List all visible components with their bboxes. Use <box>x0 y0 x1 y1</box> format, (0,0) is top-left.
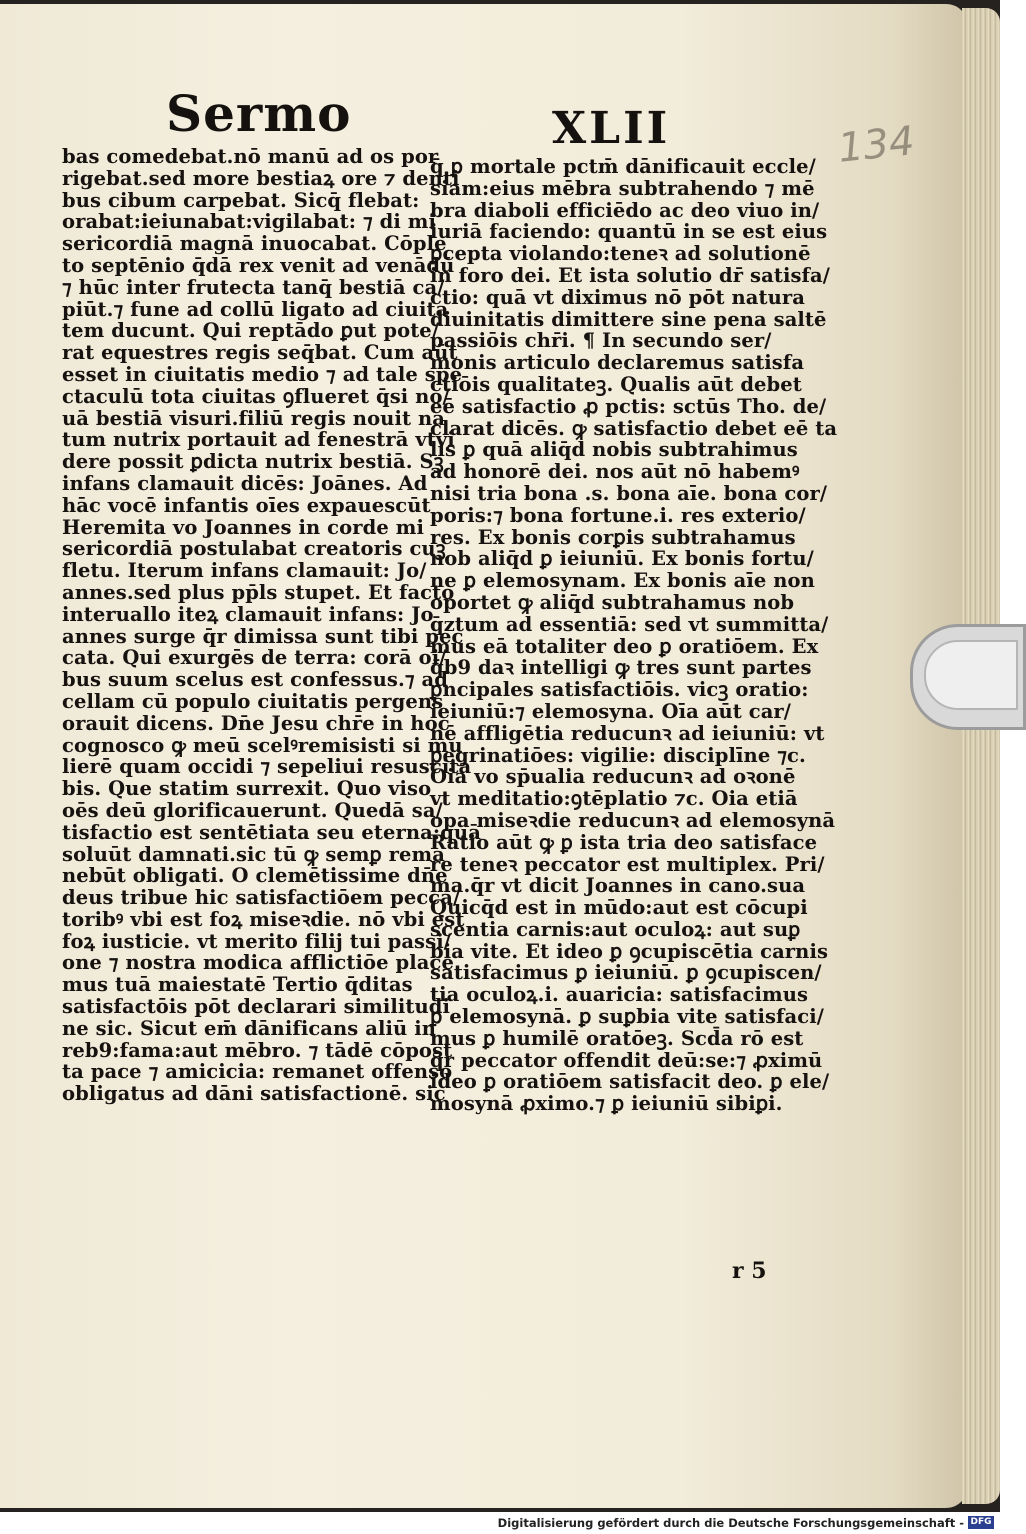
text-line: Oia vo sp̄ualia reducunꝛ ad oꝛonē <box>430 765 796 789</box>
text-line: cata. Qui exurgēs de terra: corā oi/ <box>62 646 447 670</box>
text-line: opa miseꝛdie reducunꝛ ad elemosynā <box>430 808 836 832</box>
text-line: poris:⁊ bona fortune.i. res exterio/ <box>430 503 806 527</box>
text-line: dere possit ꝑdicta nutrix bestiā. Sꝫ <box>62 450 444 474</box>
text-line: piūt.⁊ fune ad collū ligato ad ciuita <box>62 297 449 321</box>
text-line: ꝑegrinatiōes: vigilie: disciplīne ⁊c. <box>430 743 806 767</box>
text-line: scentia carnis:aut oculoꝝ: aut suꝑ <box>430 917 801 941</box>
text-line: clarat dicēs. ꝙ satisfactio debet eē ta <box>430 416 838 440</box>
text-line: infans clamauit dicēs: Joānes. Ad <box>62 471 428 495</box>
text-line: ꝑcepta violando:teneꝛ ad solutionē <box>430 242 811 266</box>
running-title-left: Sermo <box>166 84 352 143</box>
text-line: tisfactio est sentētiata seu eterna:quā <box>62 820 481 844</box>
text-line: Quicq̄d est in mūdo:aut est cōcupi <box>430 896 808 920</box>
text-line: orabat:ieiunabat:vigilabat: ⁊ di mi <box>62 210 437 234</box>
text-line: mus ꝑ humilē oratōeꝫ. Scd̄a rō est <box>430 1026 804 1050</box>
text-line: q̄r peccator offendit deū:se:⁊ ꝓximū <box>430 1048 823 1072</box>
text-line: one ⁊ nostra modica afflictiōe place <box>62 951 454 975</box>
text-line: reb9:fama:aut mēbro. ⁊ tādē cōpost <box>62 1038 453 1062</box>
text-line: annes.sed plus pp̄ls stupet. Et facto <box>62 580 455 604</box>
text-line: mus eā totaliter deo ꝑ oratiōem. Ex <box>430 634 819 658</box>
text-line: bas comedebat.nō manū ad os por <box>62 145 439 168</box>
text-line: Ratio aūt ꝙ ꝑ ista tria deo satisface <box>430 830 818 854</box>
dfg-logo: DFG <box>968 1516 994 1529</box>
signature-mark: r 5 <box>732 1258 767 1284</box>
text-line: ctiōis qualitateꝫ. Qualis aūt debet <box>430 372 802 396</box>
footer-bar <box>0 1512 1000 1534</box>
text-line: bia vite. Et ideo ꝑ ꝯcupiscētia carnis <box>430 939 829 963</box>
text-line: eē satisfactio ꝓ pctis: sctūs Tho. de/ <box>430 394 827 418</box>
text-line: ꝑncipales satisfactiōis. vicꝫ oratio: <box>430 678 809 702</box>
text-line: oportet ꝙ aliq̄d subtrahamus nob <box>430 590 795 614</box>
text-line: ⁊ hūc inter frutecta tanq̄ bestiā ca/ <box>62 275 445 299</box>
text-line: to septēnio q̄dā rex venit ad venādū <box>62 253 455 277</box>
text-line: bra diaboli efficiēdo ac deo viuo in/ <box>430 198 820 222</box>
text-column-right <box>430 155 838 1116</box>
text-line: sericordiā postulabat creatoris cuꝫ <box>62 537 446 561</box>
text-line: ne sic. Sicut em̄ dānificans aliū in <box>62 1016 436 1040</box>
text-line: rat equestres regis seq̄bat. Cum aūt <box>62 341 458 365</box>
text-line: satisfactōis pōt declarari similitudi <box>62 995 451 1019</box>
text-line: ad honorē dei. nos aūt nō habemꝰ <box>430 460 800 484</box>
text-line: cognosco ꝙ meū scelꝰremisisti si mu <box>62 733 463 757</box>
text-line: oēs deū glorificauerunt. Quedā sa/ <box>62 798 443 822</box>
text-line: fletu. Iterum infans clamauit: Jo/ <box>62 559 427 583</box>
text-line: diuinitatis dimittere sine pena saltē <box>430 307 827 331</box>
text-line: cellam cū populo ciuitatis pergens <box>62 689 444 713</box>
text-line: hāc vocē infantis oīes expauescūt <box>62 493 431 517</box>
running-title-right: XLII <box>552 103 671 154</box>
text-line: toribꝰ vbi est foꝝ miseꝛdie. nō vbi est <box>62 907 465 931</box>
funding-credit: Digitalisierung gefördert durch die Deutsche Forschungsgemeinschaft - <box>497 1516 964 1530</box>
text-line: sericordiā magnā inuocabat. Cōple <box>62 232 447 256</box>
text-line: ctio: quā vt diximus nō pōt natura <box>430 285 806 309</box>
text-line: uā bestiā visuri.filiū regis nouit na <box>62 406 445 430</box>
text-line: nebūt obligati. O clemētissime dn̄e <box>62 864 448 888</box>
text-line: rigebat.sed more bestiaꝝ ore ⁊ denti <box>62 166 460 190</box>
text-line: re teneꝛ peccator est multiplex. Pri/ <box>430 852 825 876</box>
text-line: q̄ ꝑ mortale pctm̄ dānificauit eccle/ <box>430 155 816 178</box>
text-line: deus tribue hic satisfactiōem pecca/ <box>62 886 461 910</box>
text-line: ieiuniū:⁊ elemosyna. Oīa aūt car/ <box>430 699 792 723</box>
text-line: q̄ztum ad essentiā: sed vt summitta/ <box>430 612 829 636</box>
text-line: esset in ciuitatis medio ⁊ ad tale spe <box>62 362 463 386</box>
text-line: ma.q̄r vt dicit Joannes in cano.sua <box>430 874 806 898</box>
page-edge-stack <box>962 8 1000 1504</box>
text-line: soluūt damnati.sic tū ꝙ semꝑ rema <box>62 842 445 866</box>
text-line: q̄b9 daꝛ intelligi ꝙ tres sunt partes <box>430 656 812 680</box>
text-column-left <box>62 145 481 1106</box>
text-line: in foro dei. Et ista solutio dr̄ satisfa/ <box>430 263 830 287</box>
text-line: vt meditatio:ꝯtēplatio ⁊c. Oia etiā <box>430 787 798 811</box>
text-line: ideo ꝑ oratiōem satisfacit deo. ꝑ ele/ <box>430 1070 830 1094</box>
text-line: bus suum scelus est confessus.⁊ ad <box>62 668 449 692</box>
text-line: ꝑ elemosynā. ꝑ suꝑbia vite satisfaci/ <box>430 1005 824 1029</box>
text-line: tum nutrix portauit ad fenestrā vtvi <box>62 428 455 452</box>
text-line: bis. Que statim surrexit. Quo viso <box>62 777 432 801</box>
text-line: nob aliq̄d ꝑ ieiuniū. Ex bonis fortu/ <box>430 547 814 571</box>
text-line: tia oculoꝝ.i. auaricia: satisfacimus <box>430 983 809 1007</box>
text-line: res. Ex bonis corꝑis subtrahamus <box>430 525 796 549</box>
text-line: lis ꝑ quā aliq̄d nobis subtrahimus <box>430 438 798 462</box>
text-line: mosynā ꝓximo.⁊ ꝑ ieiuniū sibiꝑi. <box>430 1092 783 1116</box>
text-line: iuriā faciendo: quantū in se est eius <box>430 220 828 244</box>
handwritten-folio-number: 134 <box>835 118 917 172</box>
text-line: ctaculū tota ciuitas ꝯflueret q̄si no/ <box>62 384 450 408</box>
text-line: mus tuā maiestatē Tertio q̄ditas <box>62 973 413 997</box>
text-line: nisi tria bona .s. bona aīe. bona cor/ <box>430 481 828 505</box>
text-line: ne ꝑ elemosynam. Ex bonis aīe non <box>430 569 815 593</box>
text-line: bus cibum carpebat. Sicq̄ flebat: <box>62 188 420 212</box>
text-line: orauit dicens. Dn̄e Jesu chr̄e in hoc <box>62 711 450 735</box>
text-line: ta pace ⁊ amicicia: remanet offenso <box>62 1060 453 1084</box>
text-line: obligatus ad dāni satisfactionē. sic <box>62 1082 446 1106</box>
text-line: lierē quam occidi ⁊ sepeliui resuscita <box>62 755 472 779</box>
text-line: annes surge q̄r dimissa sunt tibi pec <box>62 624 464 648</box>
text-line: interuallo iteꝝ clamauit infans: Jo <box>62 602 434 626</box>
text-line: satisfacimus ꝑ ieiuniū. ꝑ ꝯcupiscen/ <box>430 961 822 985</box>
text-line: nē affligētia reducunꝛ ad ieiuniū: vt <box>430 721 825 745</box>
book-clip-inner <box>924 640 1018 710</box>
text-line: tem ducunt. Qui reptādo ꝑut pote/ <box>62 319 440 343</box>
text-line: passiōis chr̄i. ¶ In secundo ser/ <box>430 329 772 353</box>
text-line: siam:eius mēbra subtrahendo ⁊ mē <box>430 176 815 200</box>
text-line: foꝝ iusticie. vt merito filij tui passi/ <box>62 929 451 953</box>
text-line: Heremita vo Joannes in corde mi <box>62 515 425 539</box>
text-line: monis articulo declaremus satisfa <box>430 351 805 375</box>
